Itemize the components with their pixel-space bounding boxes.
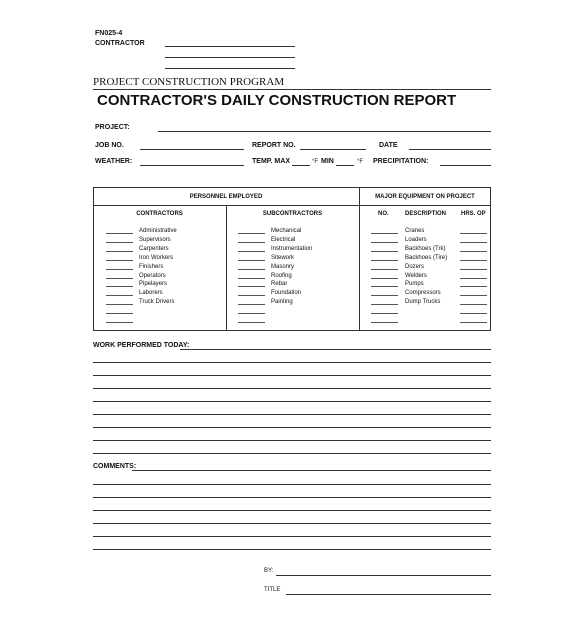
equipment-hrs-blank[interactable] (460, 313, 487, 314)
temp-max-label: TEMP. MAX (252, 158, 290, 165)
subcontractors-header: SUBCONTRACTORS (262, 211, 323, 217)
equipment-no-blank[interactable] (371, 269, 398, 270)
equipment-item-label: Backhoes (Tire) (405, 255, 448, 261)
equipment-no-blank[interactable] (371, 286, 398, 287)
work-line[interactable] (93, 375, 491, 376)
table-divider-main (359, 187, 360, 331)
personnel-title: PERSONNEL EMPLOYED (189, 194, 263, 200)
contractor-count-blank[interactable] (106, 260, 133, 261)
comments-label: COMMENTS: (93, 463, 137, 470)
equipment-no-blank[interactable] (371, 304, 398, 305)
weather-label: WEATHER: (95, 158, 133, 165)
contractor-trade-label: Operators (139, 273, 166, 279)
equipment-hrs-blank[interactable] (460, 251, 487, 252)
by-line[interactable] (276, 575, 491, 576)
work-line[interactable] (93, 427, 491, 428)
contractor-line-2[interactable] (165, 57, 295, 58)
subcontractor-trade-label: Mechanical (271, 228, 302, 234)
comment-line[interactable] (93, 484, 491, 485)
subcontractor-trade-label: Painting (271, 299, 293, 305)
work-line[interactable] (93, 362, 491, 363)
deg-f-max: °F (312, 159, 319, 165)
contractor-count-blank[interactable] (106, 233, 133, 234)
work-line-first[interactable] (180, 349, 491, 350)
equipment-item-label: Dump Trucks (405, 299, 441, 305)
contractor-trade-label: Supervisors (139, 237, 171, 243)
project-line[interactable] (158, 131, 491, 132)
contractor-trade-label: Pipelayers (139, 281, 168, 287)
program-title: PROJECT CONSTRUCTION PROGRAM (93, 76, 285, 88)
equipment-hrs-header: HRS. OP (461, 211, 486, 217)
contractors-header: CONTRACTORS (136, 211, 183, 217)
work-performed-label: WORK PERFORMED TODAY: (93, 342, 190, 349)
equipment-item-label: Dozers (405, 264, 425, 270)
precipitation-label: PRECIPITATION: (373, 158, 429, 165)
contractor-count-blank[interactable] (106, 322, 133, 323)
comments-line-first[interactable] (132, 470, 491, 471)
subcontractor-count-blank[interactable] (238, 313, 265, 314)
header-rule (93, 89, 491, 90)
temp-min-line[interactable] (336, 165, 354, 166)
contractor-trade-label: Laborers (139, 290, 163, 296)
weather-line[interactable] (140, 165, 244, 166)
contractor-count-blank[interactable] (106, 242, 133, 243)
comment-line[interactable] (93, 523, 491, 524)
subcontractor-count-blank[interactable] (238, 278, 265, 279)
precipitation-line[interactable] (440, 165, 491, 166)
equipment-hrs-blank[interactable] (460, 295, 487, 296)
work-line[interactable] (93, 388, 491, 389)
subcontractor-count-blank[interactable] (238, 242, 265, 243)
temp-min-label: MIN (321, 158, 334, 165)
equipment-no-blank[interactable] (371, 251, 398, 252)
comment-line[interactable] (93, 536, 491, 537)
equipment-hrs-blank[interactable] (460, 260, 487, 261)
work-line[interactable] (93, 401, 491, 402)
subcontractor-count-blank[interactable] (238, 304, 265, 305)
contractor-label: CONTRACTOR (95, 40, 145, 47)
comment-line[interactable] (93, 510, 491, 511)
report-no-line[interactable] (300, 149, 366, 150)
title-line[interactable] (286, 594, 491, 595)
subcontractor-count-blank[interactable] (238, 322, 265, 323)
subcontractor-trade-label: Masonry (271, 264, 295, 270)
report-title: CONTRACTOR'S DAILY CONSTRUCTION REPORT (97, 92, 457, 109)
contractor-trade-label: Administrative (139, 228, 177, 234)
comment-line[interactable] (93, 549, 491, 550)
work-line[interactable] (93, 440, 491, 441)
subcontractor-count-blank[interactable] (238, 233, 265, 234)
subcontractor-count-blank[interactable] (238, 286, 265, 287)
table-header-rule (93, 205, 491, 206)
contractor-trade-label: Truck Drivers (139, 299, 175, 305)
contractor-count-blank[interactable] (106, 269, 133, 270)
contractor-count-blank[interactable] (106, 278, 133, 279)
subcontractor-count-blank[interactable] (238, 260, 265, 261)
equipment-item-label: Pumps (405, 281, 424, 287)
equipment-no-blank[interactable] (371, 242, 398, 243)
form-code: FN025-4 (95, 30, 123, 37)
temp-max-line[interactable] (292, 165, 310, 166)
equipment-hrs-blank[interactable] (460, 286, 487, 287)
contractor-trade-label: Finishers (139, 264, 164, 270)
equipment-no-blank[interactable] (371, 260, 398, 261)
contractor-count-blank[interactable] (106, 286, 133, 287)
subcontractor-trade-label: Sitework (271, 255, 295, 261)
work-line[interactable] (93, 414, 491, 415)
table-divider-sub (226, 205, 227, 331)
equipment-no-blank[interactable] (371, 295, 398, 296)
subcontractor-count-blank[interactable] (238, 295, 265, 296)
contractor-line-1[interactable] (165, 46, 295, 47)
equipment-item-label: Cranes (405, 228, 425, 234)
date-line[interactable] (409, 149, 491, 150)
equipment-item-label: Backhoes (Trk) (405, 246, 446, 252)
project-label: PROJECT: (95, 124, 130, 131)
title-label: TITLE (264, 587, 281, 593)
work-line[interactable] (93, 453, 491, 454)
equipment-hrs-blank[interactable] (460, 322, 487, 323)
equipment-no-blank[interactable] (371, 233, 398, 234)
subcontractor-trade-label: Roofing (271, 273, 292, 279)
comment-line[interactable] (93, 497, 491, 498)
equipment-item-label: Welders (405, 273, 427, 279)
subcontractor-trade-label: Electrical (271, 237, 296, 243)
equipment-description-header: DESCRIPTION (405, 211, 447, 217)
subcontractor-trade-label: Instrumentation (271, 246, 313, 252)
equipment-item-label: Loaders (405, 237, 427, 243)
contractor-count-blank[interactable] (106, 295, 133, 296)
date-label: DATE (379, 142, 398, 149)
deg-f-min: °F (357, 159, 364, 165)
contractor-trade-label: Carpenters (139, 246, 169, 252)
job-no-label: JOB NO. (95, 142, 124, 149)
equipment-hrs-blank[interactable] (460, 304, 487, 305)
subcontractor-count-blank[interactable] (238, 251, 265, 252)
equipment-no-header: NO. (378, 211, 389, 217)
subcontractor-trade-label: Rebar (271, 281, 288, 287)
job-no-line[interactable] (140, 149, 244, 150)
contractor-count-blank[interactable] (106, 251, 133, 252)
by-label: BY: (264, 568, 274, 574)
contractor-line-3[interactable] (165, 68, 295, 69)
equipment-hrs-blank[interactable] (460, 242, 487, 243)
equipment-item-label: Compressors (405, 290, 441, 296)
contractor-trade-label: Iron Workers (139, 255, 174, 261)
equipment-no-blank[interactable] (371, 322, 398, 323)
subcontractor-count-blank[interactable] (238, 269, 265, 270)
equipment-hrs-blank[interactable] (460, 278, 487, 279)
contractor-count-blank[interactable] (106, 313, 133, 314)
equipment-hrs-blank[interactable] (460, 233, 487, 234)
report-no-label: REPORT NO. (252, 142, 296, 149)
equipment-title: MAJOR EQUIPMENT ON PROJECT (375, 194, 475, 200)
contractor-count-blank[interactable] (106, 304, 133, 305)
subcontractor-trade-label: Foundation (271, 290, 302, 296)
equipment-hrs-blank[interactable] (460, 269, 487, 270)
equipment-no-blank[interactable] (371, 313, 398, 314)
equipment-no-blank[interactable] (371, 278, 398, 279)
